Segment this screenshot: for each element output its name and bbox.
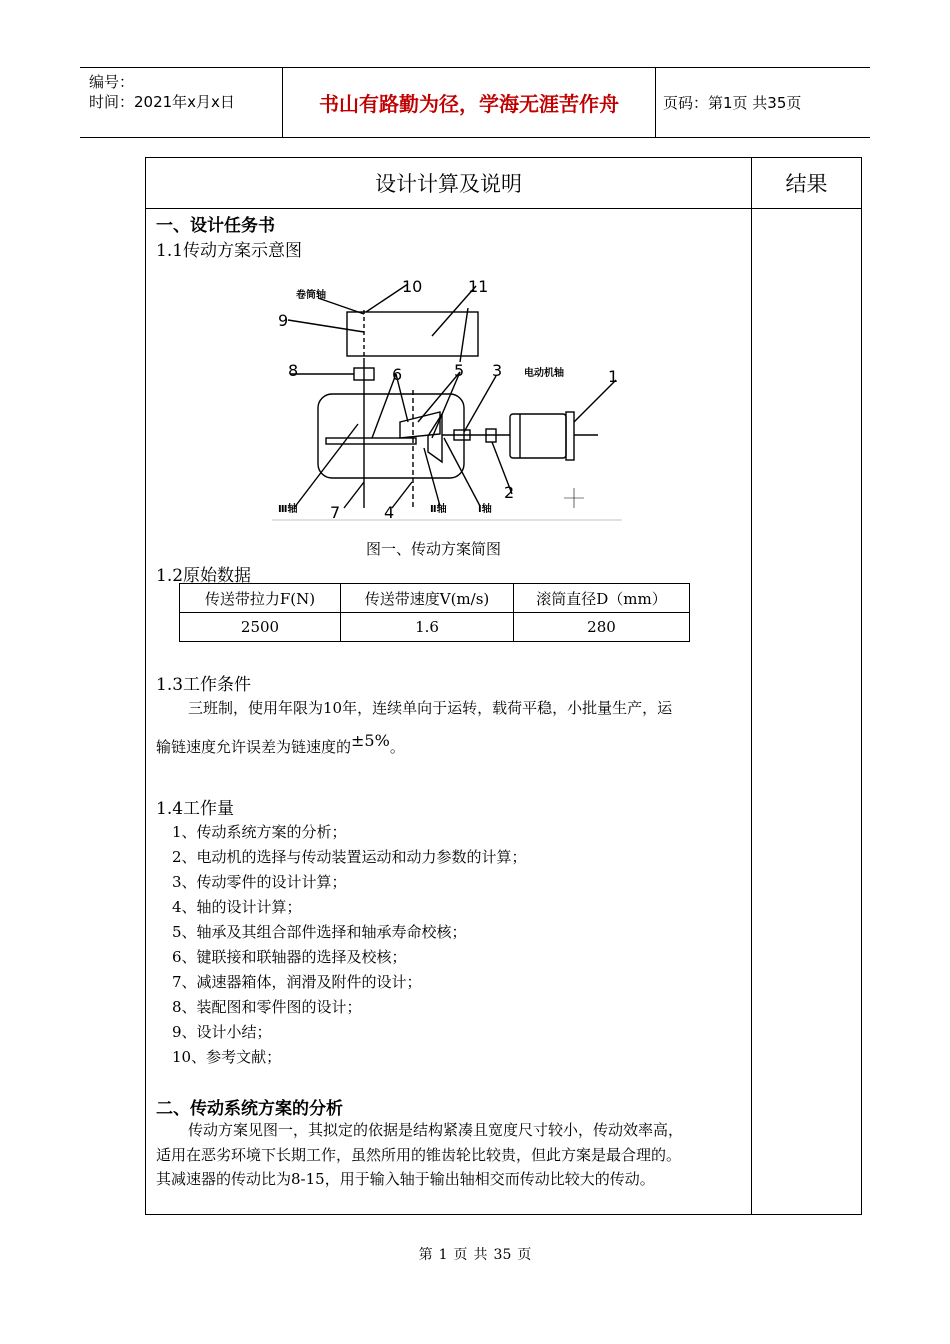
label-2: 2	[504, 483, 515, 502]
label-line-shaft2	[424, 448, 440, 506]
gear-6	[326, 438, 416, 444]
list-item: 8、装配图和零件图的设计；	[172, 998, 362, 1016]
label-11: 11	[468, 277, 489, 296]
subsection-1-2-title: 1.2原始数据	[156, 566, 252, 586]
column-header-result: 结果	[785, 172, 828, 196]
label-6: 6	[392, 365, 403, 384]
table-cell: 280	[514, 613, 690, 642]
label-7: 7	[330, 503, 341, 522]
footer-di: 第	[418, 1247, 433, 1263]
tolerance-value: ±5%	[351, 731, 390, 750]
header-meta	[80, 68, 282, 141]
subsection-1-4-title: 1.4工作量	[156, 799, 235, 819]
subsection-1-1-title: 1.1传动方案示意图	[156, 241, 303, 261]
label-motor-shaft: 电动机轴	[524, 368, 564, 379]
list-item: 1、传动系统方案的分析；	[172, 823, 347, 841]
label-line-shaft3	[294, 424, 358, 508]
drum-break-line	[460, 308, 468, 362]
footer-ye: 页	[453, 1247, 468, 1263]
footer-gong: 共	[473, 1247, 488, 1263]
label-5: 5	[454, 361, 465, 380]
list-item: 3、传动零件的设计计算；	[172, 873, 347, 891]
label-line-3	[464, 376, 496, 432]
header-divider	[146, 208, 861, 209]
table-row	[180, 613, 690, 642]
label-shaft-1: Ⅰ轴	[478, 504, 492, 515]
transmission-diagram	[268, 272, 622, 524]
table-cell: 1.6	[341, 613, 514, 642]
page-footer	[0, 1244, 950, 1264]
conditions-text-b: 。	[389, 738, 405, 756]
analysis-line-3: 其减速器的传动比为8-15，用于输入轴于输出轴相交而传动比较大的传动。	[156, 1170, 655, 1188]
footer-total-pages: 35	[493, 1247, 512, 1263]
table-cell: 2500	[180, 613, 341, 642]
label-shaft-3: Ⅲ轴	[278, 504, 298, 515]
header-number: 编号：	[89, 73, 135, 91]
table-header-cell: 传送带拉力F(N)	[180, 584, 341, 613]
label-line-9	[288, 320, 364, 332]
figure-caption: 图一、传动方案简图	[366, 540, 502, 558]
list-item: 10、参考文献；	[172, 1048, 282, 1066]
label-1: 1	[608, 367, 619, 386]
label-3: 3	[492, 361, 503, 380]
conditions-line-1: 三班制，使用年限为10年，连续单向于运转，载荷平稳，小批量生产，运	[188, 699, 673, 717]
conditions-line-2	[156, 731, 405, 757]
column-header-calc: 设计计算及说明	[375, 172, 522, 196]
page-header	[80, 67, 870, 138]
conditions-text-a: 输链速度允许误差为链速度的	[156, 738, 352, 756]
table-header-cell: 传送带速度V(m/s)	[341, 584, 514, 613]
table-header-cell: 滚筒直径D（mm）	[514, 584, 690, 613]
drum-shape	[347, 312, 478, 356]
workload-list	[172, 820, 527, 1070]
header-motto: 书山有路勤为径，学海无涯苦作舟	[282, 68, 656, 137]
label-4: 4	[384, 503, 395, 522]
table-row	[180, 584, 690, 613]
subsection-1-3-title: 1.3工作条件	[156, 675, 252, 695]
label-line-4	[392, 482, 412, 508]
list-item: 9、设计小结；	[172, 1023, 272, 1041]
analysis-line-2: 适用在恶劣环境下长期工作，虽然所用的锥齿轮比较贵，但此方案是最合理的。	[156, 1146, 682, 1164]
header-time: 时间：2021年x月x日	[89, 93, 235, 111]
label-line-7	[344, 482, 364, 508]
section-2-title: 二、传动系统方案的分析	[156, 1099, 343, 1119]
label-line-shaft1	[444, 438, 480, 506]
label-shaft-2: Ⅱ轴	[430, 504, 447, 515]
list-item: 7、减速器箱体，润滑及附件的设计；	[172, 973, 422, 991]
motor-body	[510, 414, 566, 458]
label-line-1	[574, 380, 616, 422]
footer-page-number: 1	[438, 1247, 448, 1263]
list-item: 6、键联接和联轴器的选择及校核；	[172, 948, 407, 966]
column-divider	[751, 158, 752, 1214]
list-item: 2、电动机的选择与传动装置运动和动力参数的计算；	[172, 848, 527, 866]
label-drum-shaft: 卷筒轴	[296, 290, 326, 301]
original-data-table	[179, 583, 690, 642]
section-1-title: 一、设计任务书	[156, 216, 275, 236]
analysis-line-1: 传动方案见图一，其拟定的依据是结构紧凑且宽度尺寸较小，传动效率高，	[188, 1121, 684, 1139]
motor-end-plate	[566, 412, 574, 460]
label-8: 8	[288, 361, 299, 380]
label-10: 10	[402, 277, 423, 296]
label-line-5b	[432, 372, 460, 438]
footer-ye-2: 页	[517, 1247, 532, 1263]
list-item: 5、轴承及其组合部件选择和轴承寿命校核；	[172, 923, 467, 941]
label-9: 9	[278, 311, 289, 330]
list-item: 4、轴的设计计算；	[172, 898, 302, 916]
header-page-info: 页码：第1页 共35页	[663, 94, 802, 112]
